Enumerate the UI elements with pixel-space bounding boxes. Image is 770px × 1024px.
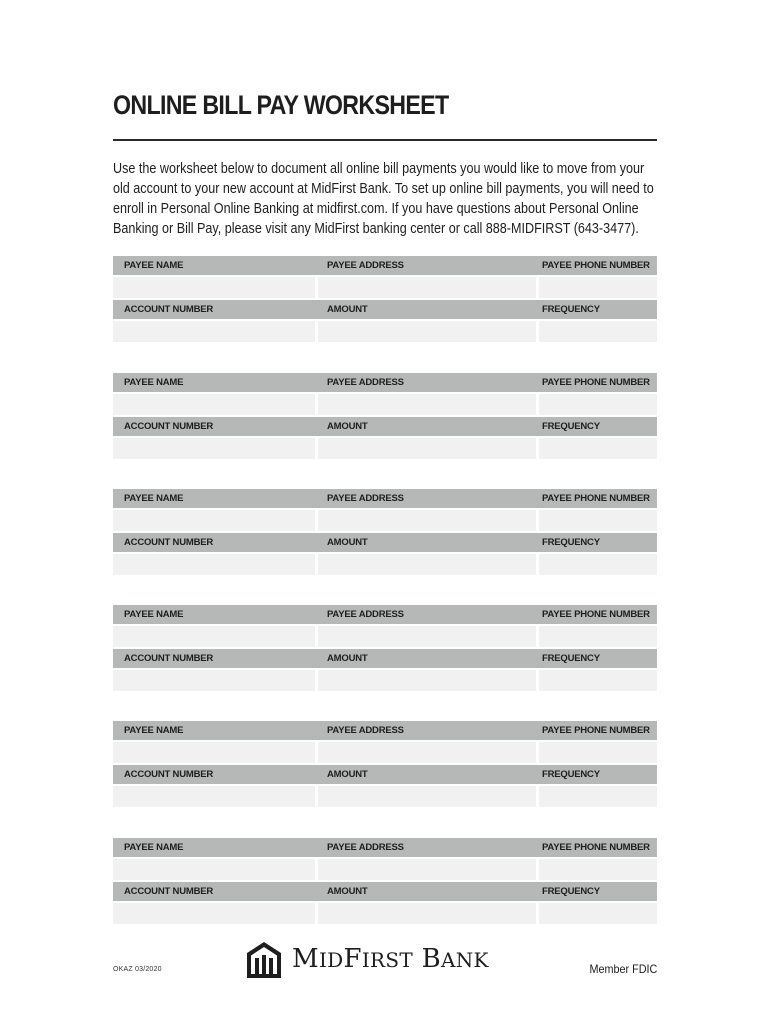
payee-address-label: PAYEE ADDRESS: [327, 493, 404, 504]
form-code: OKAZ 03/2020: [113, 966, 162, 973]
payee-name-field[interactable]: [113, 859, 315, 880]
entry-field-row: [113, 394, 657, 415]
payee-entry: [113, 373, 657, 459]
entry-header-row: [113, 533, 657, 552]
amount-label: AMOUNT: [327, 421, 368, 432]
logo-text-part: ID: [318, 948, 344, 972]
frequency-label: FREQUENCY: [542, 769, 600, 780]
entry-field-row: [113, 321, 657, 342]
account-number-label: ACCOUNT NUMBER: [124, 653, 214, 664]
account-number-label: ACCOUNT NUMBER: [124, 769, 214, 780]
account-number-field[interactable]: [113, 670, 315, 691]
entry-header-row: [113, 300, 657, 319]
entry-field-row: [113, 438, 657, 459]
amount-label: AMOUNT: [327, 886, 368, 897]
payee-name-label: PAYEE NAME: [124, 260, 184, 271]
frequency-field[interactable]: [539, 321, 657, 342]
payee-name-field[interactable]: [113, 394, 315, 415]
payee-name-field[interactable]: [113, 277, 315, 298]
payee-name-label: PAYEE NAME: [124, 725, 184, 736]
entry-field-row: [113, 903, 657, 924]
amount-field[interactable]: [318, 670, 536, 691]
payee-name-label: PAYEE NAME: [124, 842, 184, 853]
logo-text-part: ANK: [441, 948, 489, 972]
amount-label: AMOUNT: [327, 653, 368, 664]
account-number-label: ACCOUNT NUMBER: [124, 537, 214, 548]
account-number-field[interactable]: [113, 786, 315, 807]
logo-text-part: F: [343, 944, 362, 974]
member-fdic: Member FDIC: [589, 962, 657, 976]
entry-header-row: [113, 417, 657, 436]
payee-address-field[interactable]: [318, 626, 536, 647]
payee-phone-label: PAYEE PHONE NUMBER: [542, 493, 650, 504]
payee-entry: [113, 721, 657, 807]
payee-name-label: PAYEE NAME: [124, 377, 184, 388]
payee-phone-label: PAYEE PHONE NUMBER: [542, 725, 650, 736]
payee-phone-label: PAYEE PHONE NUMBER: [542, 377, 650, 388]
entry-header-row: [113, 649, 657, 668]
payee-phone-field[interactable]: [539, 510, 657, 531]
amount-label: AMOUNT: [327, 304, 368, 315]
midfirst-logo: [246, 941, 518, 979]
payee-address-label: PAYEE ADDRESS: [327, 725, 404, 736]
frequency-label: FREQUENCY: [542, 304, 600, 315]
entry-header-row: [113, 721, 657, 740]
payee-address-label: PAYEE ADDRESS: [327, 377, 404, 388]
entry-header-row: [113, 882, 657, 901]
account-number-field[interactable]: [113, 321, 315, 342]
entry-field-row: [113, 277, 657, 298]
logo-text-part: IRST: [361, 948, 414, 972]
payee-phone-field[interactable]: [539, 626, 657, 647]
account-number-label: ACCOUNT NUMBER: [124, 421, 214, 432]
payee-phone-label: PAYEE PHONE NUMBER: [542, 260, 650, 271]
entry-field-row: [113, 626, 657, 647]
entry-field-row: [113, 859, 657, 880]
entry-field-row: [113, 742, 657, 763]
frequency-label: FREQUENCY: [542, 537, 600, 548]
frequency-field[interactable]: [539, 903, 657, 924]
payee-address-field[interactable]: [318, 742, 536, 763]
account-number-label: ACCOUNT NUMBER: [124, 886, 214, 897]
entry-field-row: [113, 554, 657, 575]
midfirst-building-icon: [246, 941, 282, 979]
payee-address-label: PAYEE ADDRESS: [327, 609, 404, 620]
frequency-field[interactable]: [539, 438, 657, 459]
logo-wordmark: [292, 944, 489, 974]
payee-phone-field[interactable]: [539, 742, 657, 763]
entry-header-row: [113, 256, 657, 275]
payee-phone-field[interactable]: [539, 277, 657, 298]
amount-label: AMOUNT: [327, 769, 368, 780]
entry-field-row: [113, 670, 657, 691]
payee-entry: [113, 256, 657, 342]
account-number-field[interactable]: [113, 903, 315, 924]
payee-phone-label: PAYEE PHONE NUMBER: [542, 842, 650, 853]
frequency-label: FREQUENCY: [542, 653, 600, 664]
payee-address-field[interactable]: [318, 277, 536, 298]
account-number-field[interactable]: [113, 438, 315, 459]
payee-name-field[interactable]: [113, 510, 315, 531]
entry-header-row: [113, 838, 657, 857]
frequency-label: FREQUENCY: [542, 886, 600, 897]
payee-address-label: PAYEE ADDRESS: [327, 260, 404, 271]
amount-field[interactable]: [318, 554, 536, 575]
entry-header-row: [113, 373, 657, 392]
payee-phone-label: PAYEE PHONE NUMBER: [542, 609, 650, 620]
payee-phone-field[interactable]: [539, 394, 657, 415]
payee-address-field[interactable]: [318, 510, 536, 531]
frequency-field[interactable]: [539, 670, 657, 691]
entry-header-row: [113, 489, 657, 508]
amount-field[interactable]: [318, 321, 536, 342]
payee-entry: [113, 838, 657, 924]
amount-field[interactable]: [318, 786, 536, 807]
payee-entry: [113, 489, 657, 575]
payee-name-label: PAYEE NAME: [124, 493, 184, 504]
payee-address-label: PAYEE ADDRESS: [327, 842, 404, 853]
payee-entry: [113, 605, 657, 691]
logo-text-part: M: [292, 944, 319, 974]
logo-text-part: B: [413, 944, 442, 974]
payee-name-field[interactable]: [113, 626, 315, 647]
frequency-field[interactable]: [539, 554, 657, 575]
entry-header-row: [113, 765, 657, 784]
account-number-label: ACCOUNT NUMBER: [124, 304, 214, 315]
payee-name-field[interactable]: [113, 742, 315, 763]
payee-address-field[interactable]: [318, 859, 536, 880]
payee-phone-field[interactable]: [539, 859, 657, 880]
title-divider: [113, 139, 657, 141]
account-number-field[interactable]: [113, 554, 315, 575]
payee-name-label: PAYEE NAME: [124, 609, 184, 620]
entry-field-row: [113, 510, 657, 531]
page-title: ONLINE BILL PAY WORKSHEET: [113, 90, 449, 120]
intro-paragraph: Use the worksheet below to document all online bill payments you would like to move from your old account to your new account at MidFirst Bank. To set up online bill payments, you will need to enroll in Personal Online Banking at midfirst.com. If you have questions about Personal Online Banking or Bill Pay, please visit any MidFirst banking center or call 888-MIDFIRST (643-3477).: [113, 161, 654, 237]
entry-field-row: [113, 786, 657, 807]
entry-header-row: [113, 605, 657, 624]
amount-field[interactable]: [318, 438, 536, 459]
payee-address-field[interactable]: [318, 394, 536, 415]
frequency-field[interactable]: [539, 786, 657, 807]
amount-field[interactable]: [318, 903, 536, 924]
frequency-label: FREQUENCY: [542, 421, 600, 432]
amount-label: AMOUNT: [327, 537, 368, 548]
